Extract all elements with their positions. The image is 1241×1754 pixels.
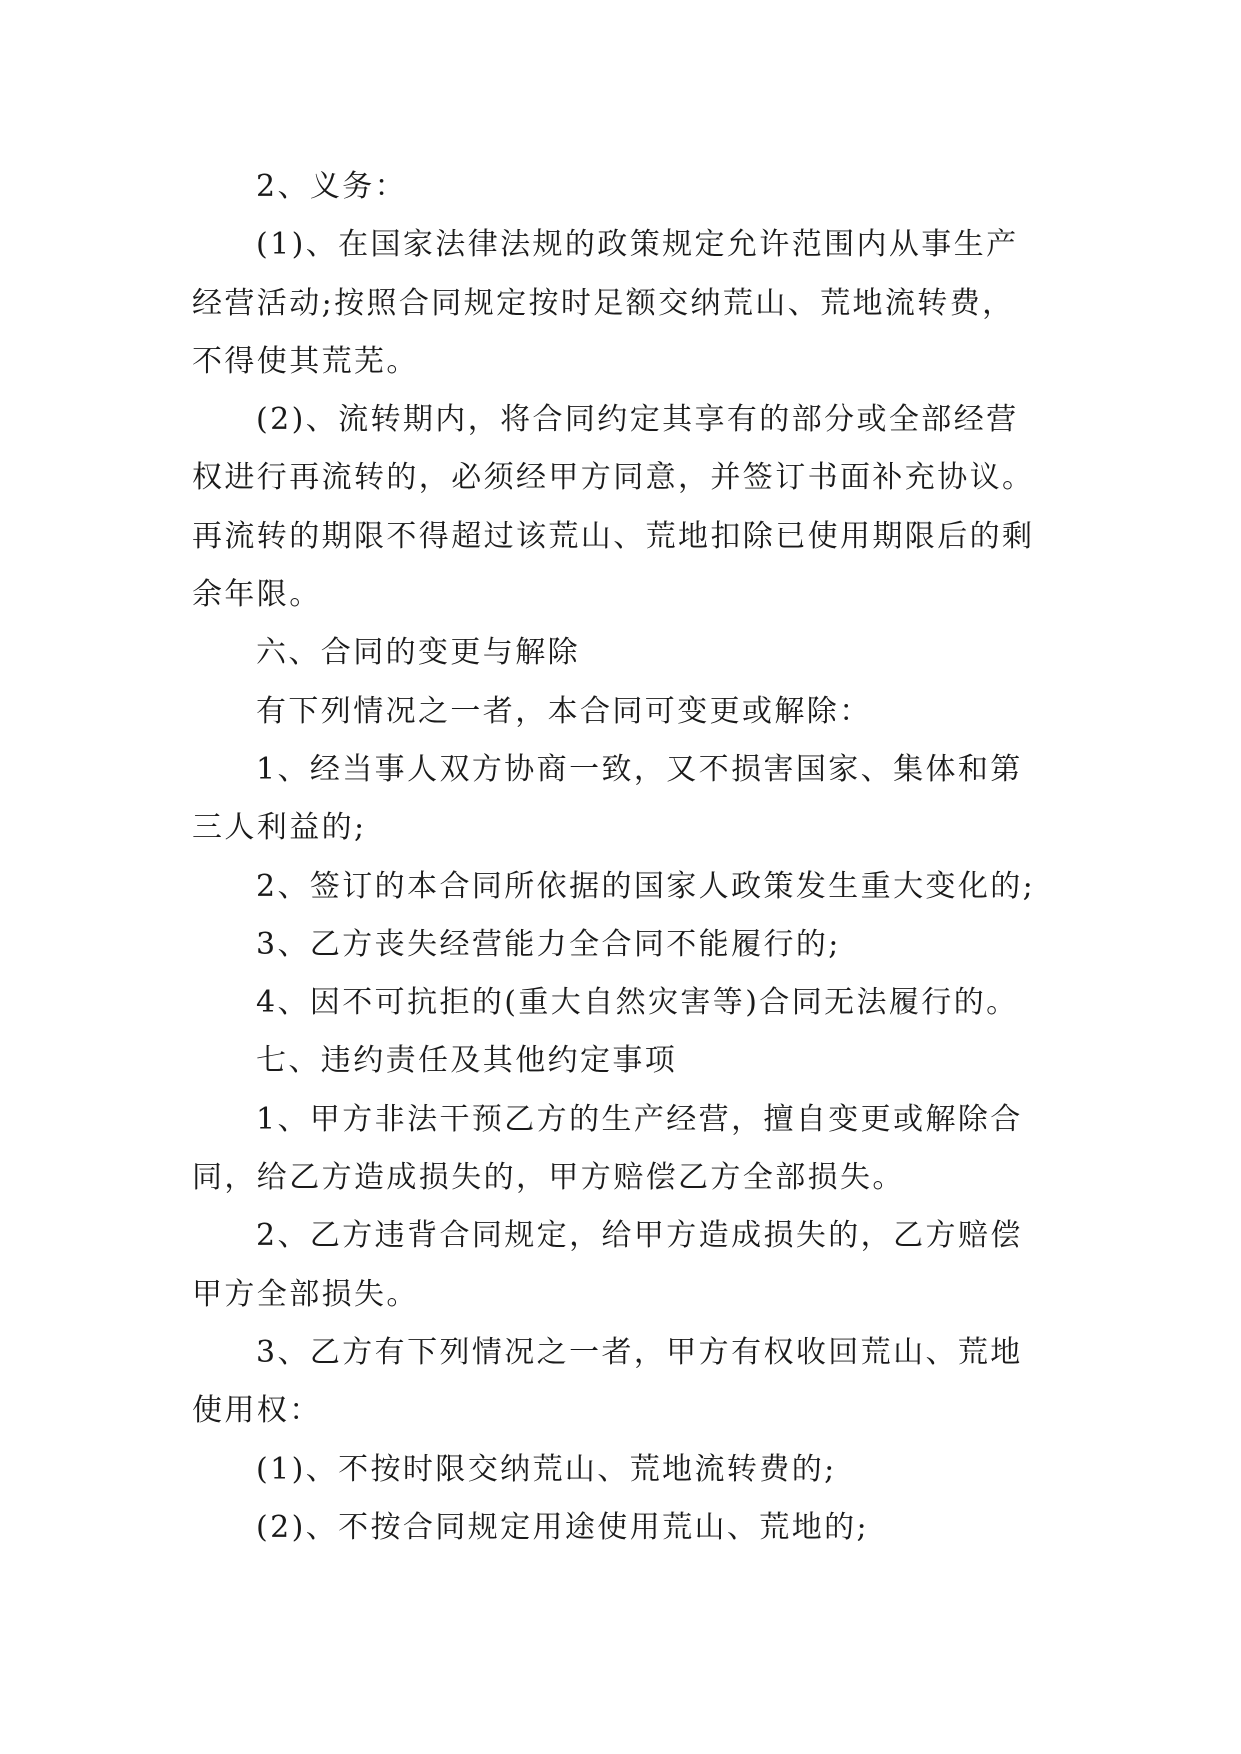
paragraph-condition-3 [192,916,1052,974]
text-line: (2)、流转期内，将合同约定其享有的部分或全部经营 [256,402,1019,438]
text-line: 六、合同的变更与解除 [256,635,580,671]
text-line: 1、甲方非法干预乙方的生产经营，擅自变更或解除合 [256,1101,1023,1137]
paragraph-liability-2 [192,1207,1052,1324]
paragraph-condition-2 [192,858,1052,916]
text-line: (2)、不按合同规定用途使用荒山、荒地的; [256,1509,870,1545]
section-heading-change-termination [192,624,1052,682]
section-heading-liability [192,1032,1052,1090]
text-line: 1、经当事人双方协商一致，又不损害国家、集体和第 [256,751,1023,787]
text-line: 4、因不可抗拒的(重大自然灾害等)合同无法履行的。 [256,985,1019,1021]
paragraph-condition-1 [192,741,1052,858]
text-line: 权进行再流转的，必须经甲方同意，并签订书面补充协议。 [192,460,1035,496]
paragraph-liability-3 [192,1324,1052,1441]
text-line: 经营活动;按照合同规定按时足额交纳荒山、荒地流转费， [192,285,1015,321]
document-body [192,158,1052,1557]
text-line: 七、违约责任及其他约定事项 [256,1043,678,1079]
text-line: 不得使其荒芜。 [192,343,419,379]
text-line: (1)、不按时限交纳荒山、荒地流转费的; [256,1451,837,1487]
paragraph-conditions-intro [192,683,1052,741]
text-line: 2、乙方违背合同规定，给甲方造成损失的，乙方赔偿 [256,1218,1023,1254]
text-line: 使用权： [192,1393,322,1429]
paragraph-obligation-2 [192,391,1052,624]
paragraph-liability-1 [192,1091,1052,1208]
paragraph-condition-4 [192,974,1052,1032]
text-line: 三人利益的; [192,810,367,846]
text-line: 再流转的期限不得超过该荒山、荒地扣除已使用期限后的剩 [192,518,1035,554]
text-line: 甲方全部损失。 [192,1276,419,1312]
paragraph-reclaim-condition-2 [192,1499,1052,1557]
text-line: 同，给乙方造成损失的，甲方赔偿乙方全部损失。 [192,1160,905,1196]
paragraph-obligations-heading [192,158,1052,216]
text-line: (1)、在国家法律法规的政策规定允许范围内从事生产 [256,227,1019,263]
paragraph-obligation-1 [192,216,1052,391]
text-line: 3、乙方丧失经营能力全合同不能履行的; [256,926,841,962]
text-line: 余年限。 [192,577,322,613]
text-line: 2、义务： [256,169,408,204]
text-line: 3、乙方有下列情况之一者，甲方有权收回荒山、荒地 [256,1334,1023,1370]
paragraph-reclaim-condition-1 [192,1441,1052,1499]
text-line: 有下列情况之一者，本合同可变更或解除： [256,693,872,729]
text-line: 2、签订的本合同所依据的国家人政策发生重大变化的; [256,868,1036,904]
